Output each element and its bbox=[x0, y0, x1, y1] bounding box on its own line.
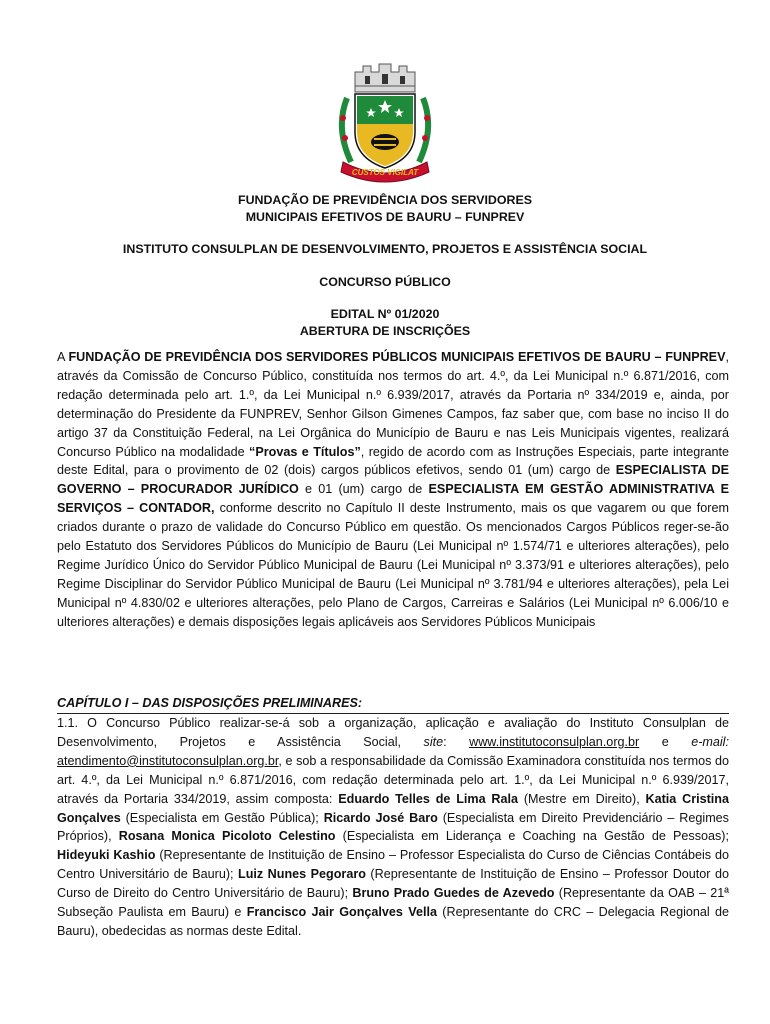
email-link[interactable]: atendimento@institutoconsulplan.org.br bbox=[57, 753, 279, 768]
member-name: Hideyuki Kashio bbox=[57, 848, 156, 863]
member-name: Katia Cristina Gonçalves bbox=[57, 791, 729, 825]
member-name: Luiz Nunes Pegoraro bbox=[238, 867, 366, 882]
member-name: Eduardo Telles de Lima Rala bbox=[338, 791, 519, 806]
member-name: Francisco Jair Gonçalves Vella bbox=[246, 905, 437, 920]
intro-paragraph: A FUNDAÇÃO DE PREVIDÊNCIA DOS SERVIDORES PÚBLICOS MUNICIPAIS EFETIVOS DE BAURU – FUNPREV, através da Comissão de Concurso Público, constituída nos termos do art. 4.º, da Lei Municipal n.º 6.871/2016, com redação determinada pelo art. 1.º, da Lei Municipal n.º 6.939/2017, através da Portaria nº 334/2019 e, ainda, por determinação do Presidente da FUNPREV, Senhor Gilson Gimenes Campos, faz saber que, com base no inciso II do artigo 37 da Constituição Federal, na Lei Orgânica do Município de Bauru e nas Leis Municipais vigentes, realizará Concurso Público na modalidade “Provas e Títulos”, regido de acordo com as Instruções Especiais, parte integrante deste Edital, para o provimento de 02 (dois) cargos públicos efetivos, sendo 01 (um) cargo de ESPECIALISTA DE GOVERNO – PROCURADOR JURÍDICO e 01 (um) cargo de ESPECIALISTA EM GESTÃO ADMINISTRATIVA E SERVIÇOS – CONTADOR, conforme descrito no Capítulo II deste Instrumento, mais os que vagarem ou que forem criados durante o prazo de validade do Concurso Público em questão. Os mencionados Cargos Públicos reger-se-ão pelo Estatuto dos Servidores Públicos do Município de Bauru (Lei Municipal nº 1.574/71 e ulteriores alterações), pelo Regime Jurídico Único do Servidor Público Municipal de Bauru (Lei Municipal nº 3.373/91 e ulteriores alterações), pelo Regime Disciplinar do Servidor Público Municipal de Bauru (Lei Municipal nº 3.781/94 e ulteriores alterações), pela Lei Municipal nº 4.830/02 e ulteriores alterações, pelo Plano de Cargos, Carreiras e Salários (Lei Municipal nº 6.006/10 e ulteriores alterações) e demais disposições legais aplicáveis aos Servidores Públicos Municipais bbox=[57, 350, 729, 629]
website-link[interactable]: www.institutoconsulplan.org.br bbox=[469, 734, 640, 749]
edital-heading bbox=[0, 306, 770, 340]
section-1-1-paragraph: 1.1. O Concurso Público realizar-se-á sob a organização, aplicação e avaliação do Instituto Consulplan de Desenvolvimento, Projetos e Assistência Social, site: www.institutoconsulplan.org.br e e-mail: atendimento@institutoconsulplan.org.br, e sob a responsabilidade da Comissão Examinadora constituída nos termos do art. 4.º, da Lei Municipal n.º 6.871/2016, com redação determinada pelo art. 1.º, da Lei Municipal n.º 6.939/2017, através da Portaria 334/2019, assim composta: Eduardo Telles de Lima Rala (Mestre em Direito), Katia Cristina Gonçalves (Especialista em Gestão Pública); Ricardo José Baro (Especialista em Direito Previdenciário – Regimes Próprios), Rosana Monica Picoloto Celestino (Especialista em Liderança e Coaching na Gestão de Pessoas); Hideyuki Kashio (Representante de Instituição de Ensino – Professor Especialista do Curso de Ciências Contábeis do Centro Universitário de Bauru); Luiz Nunes Pegoraro (Representante de Instituição de Ensino – Professor Doutor do Curso de Direito do Centro Universitário de Bauru); Bruno Prado Guedes de Azevedo (Representante da OAB – 21ª Subseção Paulista em Bauru) e Francisco Jair Gonçalves Vella (Representante do CRC – Delegacia Regional de Bauru), obedecidas as normas deste Edital. bbox=[57, 716, 730, 938]
edital-subtitle: ABERTURA DE INSCRIÇÕES bbox=[299, 324, 471, 338]
edital-number: EDITAL Nº 01/2020 bbox=[330, 307, 440, 321]
member-name: Bruno Prado Guedes de Azevedo bbox=[352, 886, 555, 901]
institute-heading: INSTITUTO CONSULPLAN DE DESENVOLVIMENTO, PROJETOS E ASSISTÊNCIA SOCIAL bbox=[122, 242, 648, 256]
member-name: Ricardo José Baro bbox=[323, 810, 438, 825]
member-name: Rosana Monica Picoloto Celestino bbox=[118, 829, 336, 844]
foundation-name-heading: FUNDAÇÃO DE PREVIDÊNCIA DOS SERVIDORES MUNICIPAIS EFETIVOS DE BAURU – FUNPREV bbox=[238, 193, 532, 224]
contest-heading: CONCURSO PÚBLICO bbox=[319, 275, 451, 289]
mural-crown-icon bbox=[355, 64, 415, 92]
bauru-coat-of-arms-icon bbox=[325, 58, 445, 184]
chapter-1-title: CAPÍTULO I – DAS DISPOSIÇÕES PRELIMINARES: bbox=[57, 696, 363, 710]
crest-motto: CUSTOS VIGILAT bbox=[351, 168, 419, 177]
